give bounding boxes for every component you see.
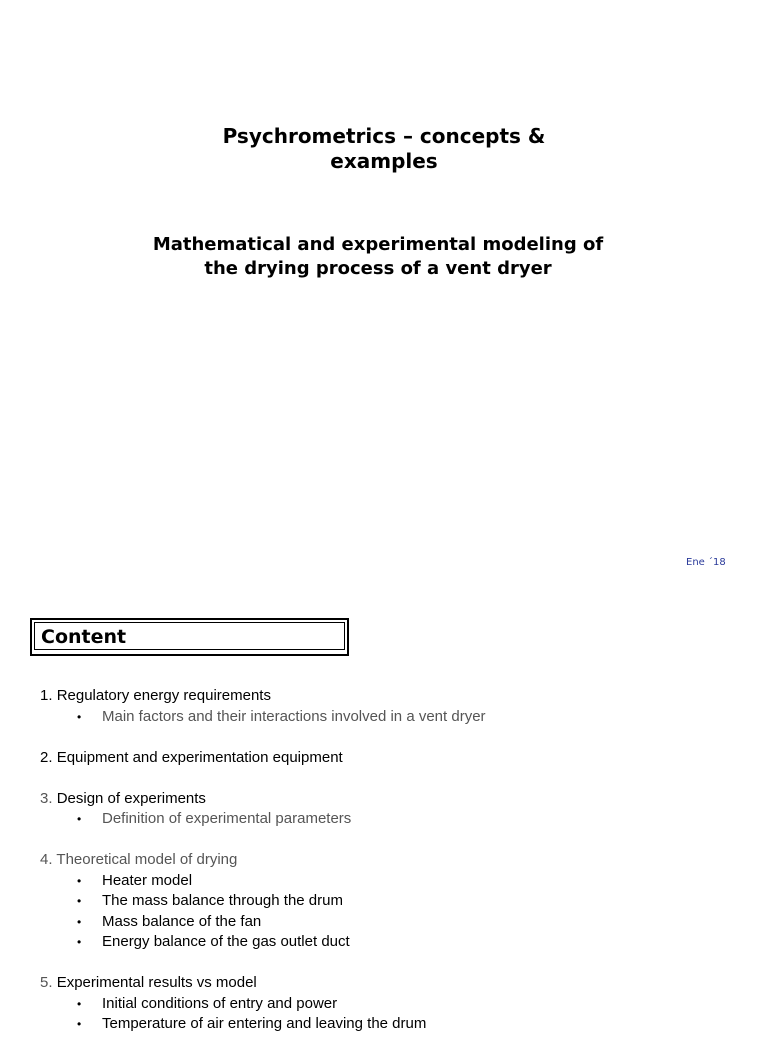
bullet-icon: • — [77, 914, 82, 929]
toc-section-heading — [40, 973, 740, 994]
toc-section-label: Equipment and experimentation equipment — [56, 748, 343, 766]
toc-section — [40, 748, 740, 769]
list-item-text: Initial conditions of entry and power — [102, 994, 338, 1012]
bullet-icon: • — [77, 1017, 82, 1031]
table-of-contents — [40, 686, 740, 1055]
toc-section-number: 5. — [40, 974, 53, 991]
toc-section — [40, 973, 740, 1035]
toc-bullet-list — [40, 994, 740, 1035]
content-heading: Content — [34, 622, 345, 650]
toc-bullet-list — [40, 809, 740, 830]
toc-section-heading — [40, 850, 740, 871]
list-item-text: Main factors and their interactions involved in a vent dryer — [102, 707, 486, 725]
toc-section — [40, 850, 740, 953]
content-slide — [0, 600, 768, 1032]
toc-bullet-list — [40, 707, 740, 728]
bullet-icon: • — [77, 996, 82, 1011]
slide-date: Ene ´18 — [686, 557, 726, 568]
toc-section-number: 2. — [40, 748, 53, 766]
list-item — [40, 912, 740, 933]
toc-section-label: Theoretical model of drying — [56, 851, 238, 868]
bullet-icon: • — [77, 812, 82, 826]
toc-section-label: Design of experiments — [56, 789, 206, 807]
list-item-text: Temperature of air entering and leaving the drum — [102, 1015, 427, 1032]
list-item — [40, 1014, 740, 1035]
toc-section-label: Experimental results vs model — [56, 974, 257, 991]
list-item — [40, 871, 740, 892]
slide-subtitle: Mathematical and experimental modeling of the drying process of a vent dryer — [152, 234, 604, 279]
bullet-icon: • — [77, 935, 82, 949]
list-item-text: Definition of experimental parameters — [102, 810, 352, 827]
list-item-text: Energy balance of the gas outlet duct — [102, 933, 350, 950]
toc-section-heading — [40, 748, 740, 769]
toc-section — [40, 686, 740, 727]
list-item-text: The mass balance through the drum — [102, 892, 343, 909]
bullet-icon: • — [77, 894, 82, 908]
list-item — [40, 809, 740, 830]
toc-section-label: Regulatory energy requirements — [56, 687, 271, 704]
content-heading-box — [30, 618, 349, 656]
list-item — [40, 994, 740, 1015]
toc-section-number: 1. — [40, 687, 53, 704]
toc-section-heading — [40, 686, 740, 707]
toc-section — [40, 789, 740, 830]
toc-section-number: 3. — [40, 789, 53, 807]
slide-title: Psychrometrics – concepts & examples — [222, 124, 546, 173]
toc-section-number: 4. — [40, 851, 53, 868]
list-item-text: Mass balance of the fan — [102, 912, 262, 930]
list-item — [40, 707, 740, 728]
bullet-icon: • — [77, 709, 82, 724]
list-item — [40, 932, 740, 953]
list-item — [40, 891, 740, 912]
bullet-icon: • — [77, 873, 82, 888]
toc-section-heading — [40, 789, 740, 810]
toc-bullet-list — [40, 871, 740, 953]
list-item-text: Heater model — [102, 871, 193, 889]
